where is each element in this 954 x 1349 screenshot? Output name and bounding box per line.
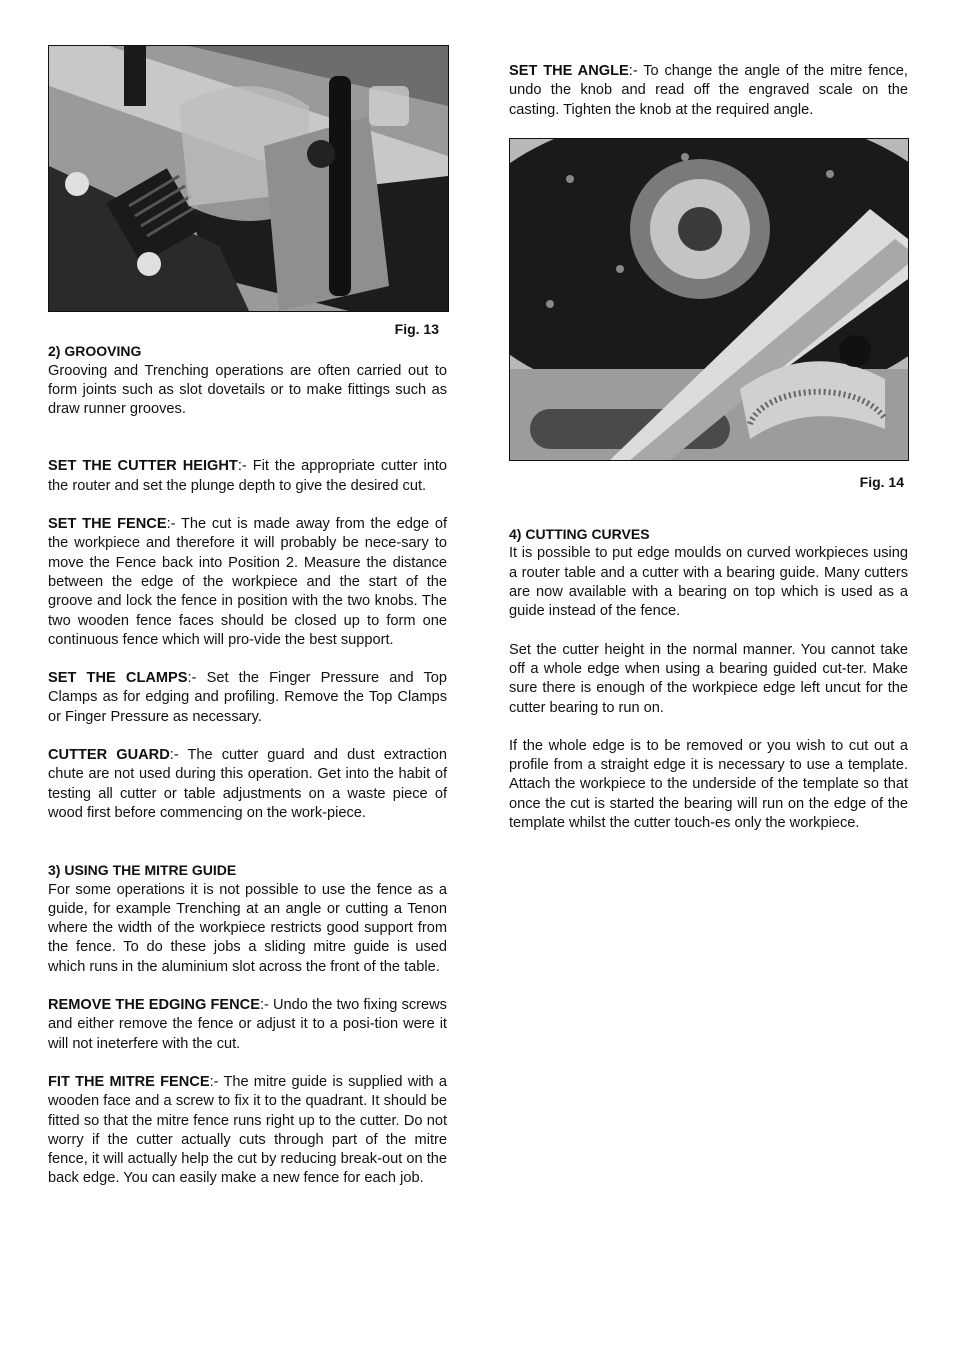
set-angle-label: SET THE ANGLE — [509, 63, 629, 79]
remove-fence-label: REMOVE THE EDGING FENCE — [48, 997, 260, 1014]
curves-paragraph-1: It is possible to put edge moulds on curved workpieces using a router table and a cutter with a bearing guide. Many cutters are now available with a bearing on top which is used as a guide instead of the fence. — [509, 545, 908, 620]
cutter-height-text: :- Fit the appropriate cutter into the router and set the plunge depth to give the desired cut. — [48, 458, 448, 494]
grooving-heading: 2) GROOVING — [48, 343, 142, 360]
figure-14-caption: Fig. 14 — [859, 473, 904, 490]
figure-13-caption: Fig. 13 — [394, 321, 439, 337]
cutter-height-label: SET THE CUTTER HEIGHT — [48, 458, 238, 475]
clamps-text: :- Set the Finger Pressure and Top Clamps as for edging and profiling. Remove the Top Clamps or Finger Pressure as necessary. — [48, 670, 448, 725]
curves-heading: 4) CUTTING CURVES — [509, 526, 650, 543]
remove-fence-text: :- Undo the two fixing screws and either remove the fence or adjust it to a posi-tion were it will not ineterfere with the cut. — [48, 997, 447, 1052]
mitre-intro: For some operations it is not possible to use the fence as a guide, for example Trenching at an angle or cutting a Tenon where the width of the workpiece restricts good support from the fence. To do these jobs a sliding mitre guide is used which runs in the aluminium slot across the front of the table. — [48, 881, 447, 975]
fit-mitre-label: FIT THE MITRE FENCE — [48, 1073, 210, 1090]
right-column — [509, 62, 908, 833]
guard-label: CUTTER GUARD — [48, 747, 170, 764]
curves-paragraph-3: If the whole edge is to be removed or you wish to cut out a profile from a straight edge it is necessary to use a template. Attach the workpiece to the underside of the template so that once the cut is started the bearing will run on the edge of the template whilst the cutter touch-es only the workpiece. — [509, 737, 908, 832]
fence-label: SET THE FENCE — [48, 516, 167, 533]
set-angle-text: :- To change the angle of the mitre fence, undo the knob and read off the engraved scale on the casting. Tighten the knob at the required angle. — [509, 63, 908, 118]
guard-paragraph — [48, 746, 447, 823]
remove-fence-paragraph — [48, 996, 447, 1054]
clamps-paragraph — [48, 669, 447, 727]
set-angle-paragraph — [509, 62, 908, 120]
grooving-intro: Grooving and Trenching operations are often carried out to form joints such as slot dovetails or to make fittings such as draw runner grooves. — [48, 362, 447, 418]
mitre-guide-illustration — [510, 139, 908, 460]
guard-text: :- The cutter guard and dust extraction chute are not used during this operation. Get into the habit of testing all cutter or table adjustments on a waste piece of wood first before commencing on the work-piece. — [48, 747, 447, 821]
curves-paragraph-2: Set the cutter height in the normal manner. You cannot take off a whole edge when using a bearing guided cut-ter. Make sure there is enough of the workpiece edge left uncut for the cutter bearing to run on. — [509, 641, 908, 716]
left-column — [48, 45, 447, 1189]
fit-mitre-text: :- The mitre guide is supplied with a wooden face and a screw to fix it to the quadrant. It should be fitted so that the mitre fence runs right up to the cutter. Do not worry if the cutter actually cuts through part of the mitre fence, it will actually help the cut by reducing break-out on the back edge. You can easily make a new fence for each job. — [48, 1073, 447, 1187]
fence-paragraph — [48, 515, 447, 650]
mitre-heading: 3) USING THE MITRE GUIDE — [48, 862, 237, 879]
clamps-label: SET THE CLAMPS — [48, 670, 188, 687]
fence-text: :- The cut is made away from the edge of the workpiece and therefore it will probably be nece-sary to move the Fence back into Position 2. Measure the distance between the edge of the workpiece and the start of the groove and lock the fence in position with the two knobs. The two wooden fence faces should be closed up to form one continuous fence which will pro-vide the best support. — [48, 516, 448, 648]
figure-14-photo — [509, 138, 909, 461]
router-table-grooving-illustration — [49, 46, 448, 311]
cutter-height-paragraph — [48, 457, 447, 496]
fit-mitre-paragraph — [48, 1073, 447, 1189]
figure-13-photo — [48, 45, 449, 312]
